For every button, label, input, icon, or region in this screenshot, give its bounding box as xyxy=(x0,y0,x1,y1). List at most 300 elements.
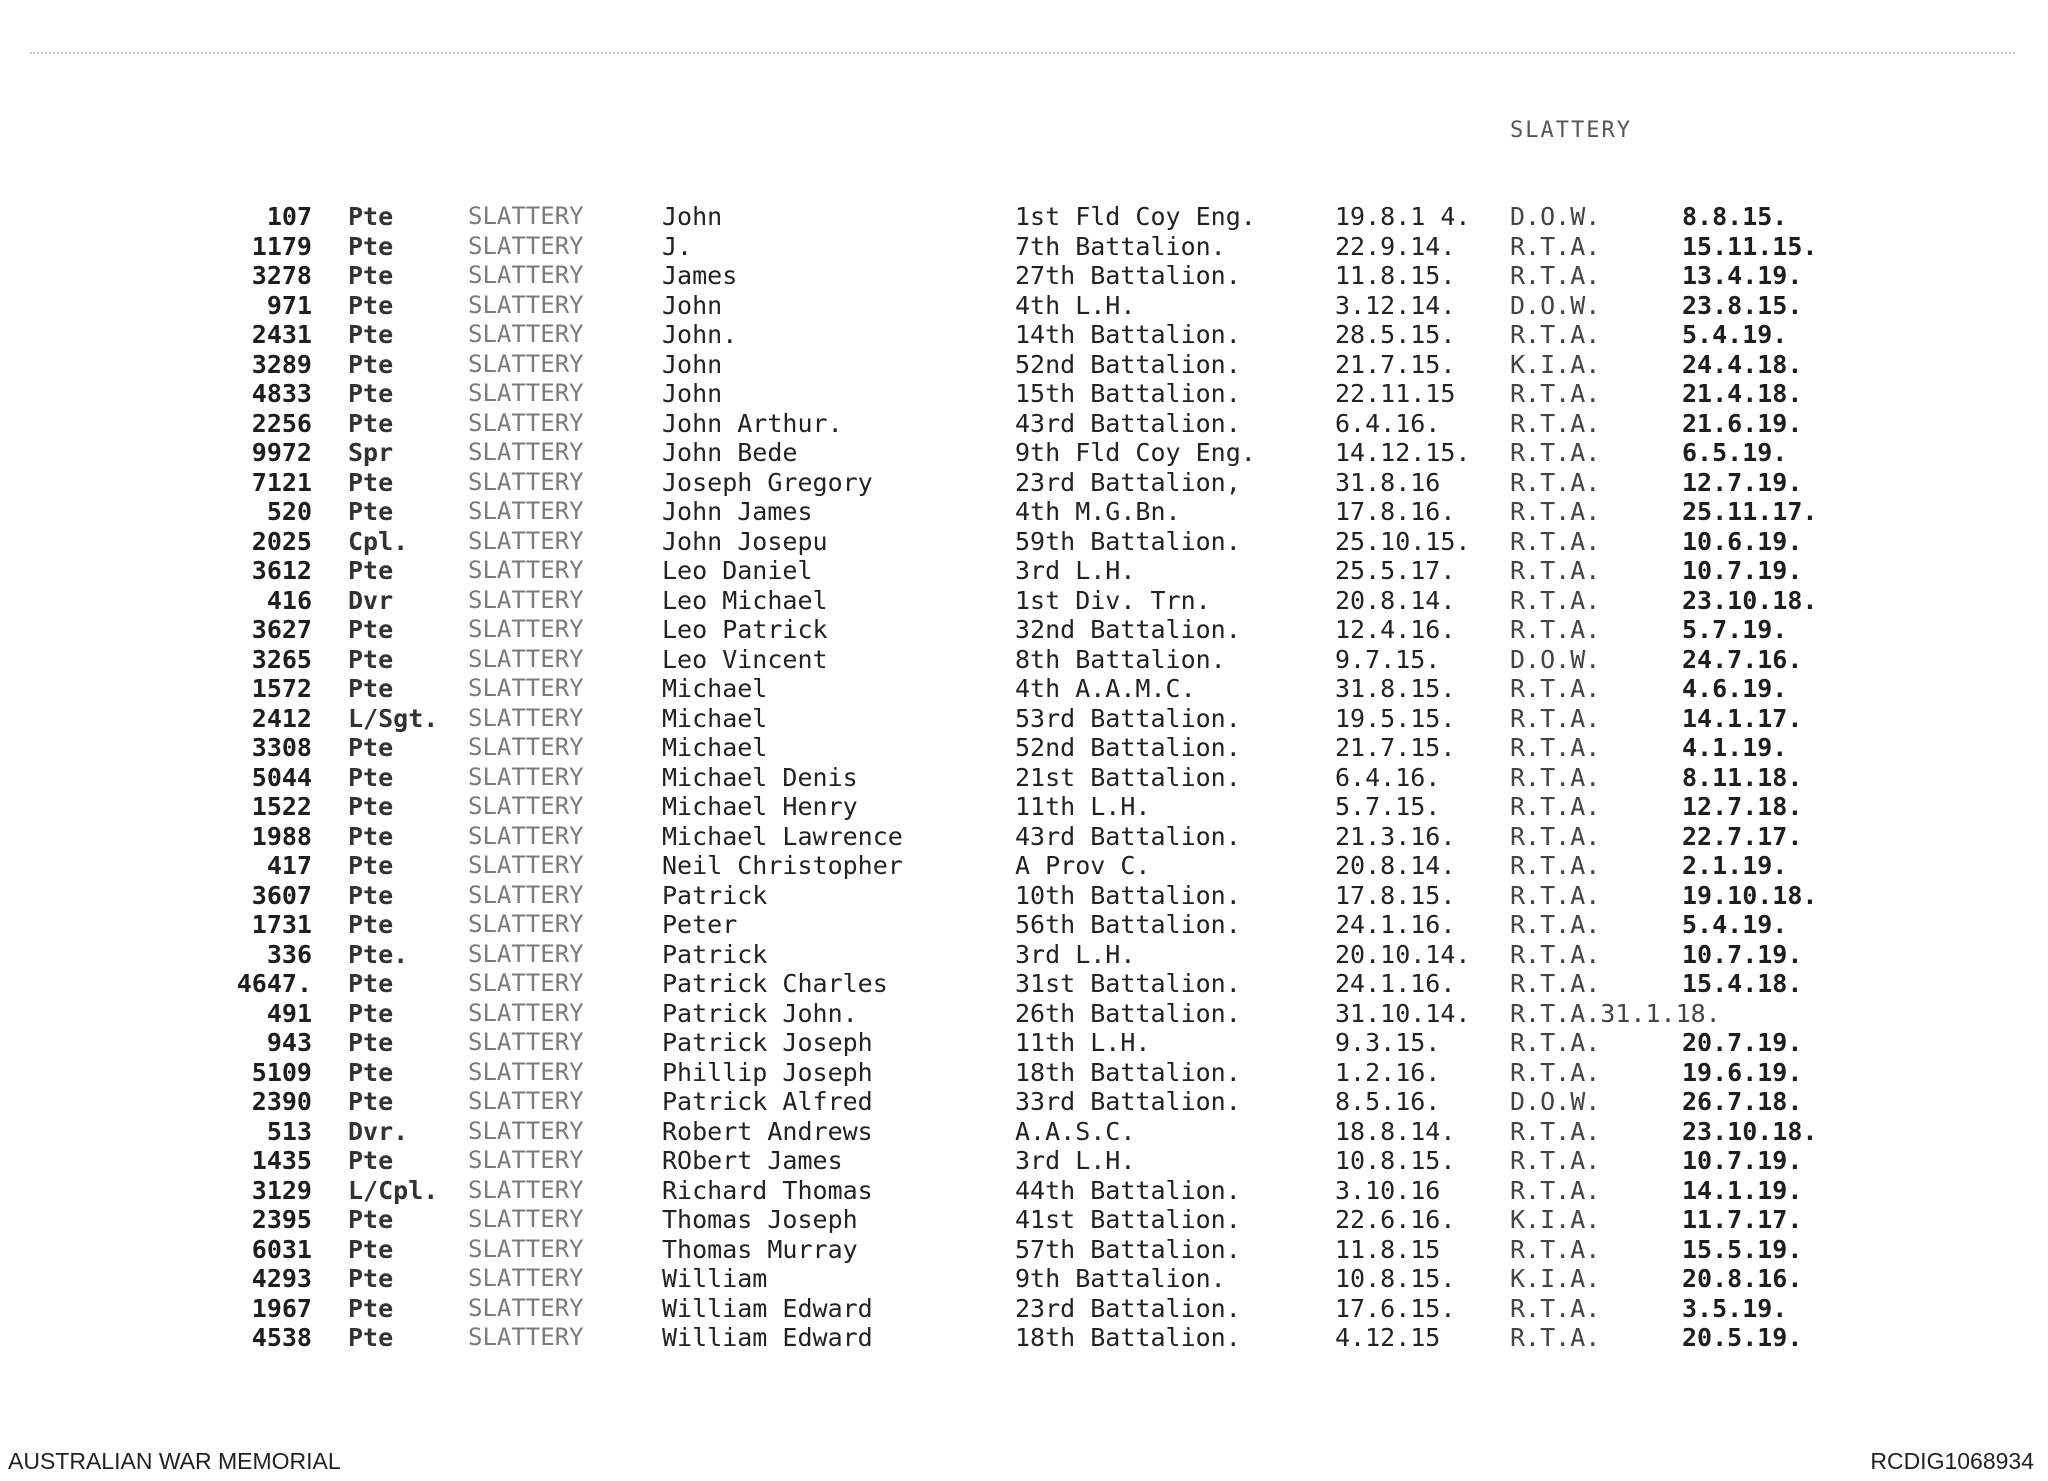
surname: SLATTERY xyxy=(468,1323,584,1351)
enlistment-date: 9.3.15. xyxy=(1335,1028,1441,1057)
given-names: James xyxy=(662,261,738,290)
roll-row xyxy=(200,556,1850,586)
fate-date: 10.7.19. xyxy=(1682,556,1803,585)
given-names: William xyxy=(662,1264,768,1293)
given-names: Patrick xyxy=(662,880,768,910)
enlistment-date: 18.8.14. xyxy=(1335,1116,1456,1146)
roll-row xyxy=(200,1294,1850,1324)
surname: SLATTERY xyxy=(468,497,584,525)
surname: SLATTERY xyxy=(468,320,584,348)
given-names: John xyxy=(662,349,723,379)
given-names: William Edward xyxy=(662,1323,873,1352)
roll-row xyxy=(200,527,1850,557)
enlistment-date: 19.8.1 4. xyxy=(1335,202,1471,231)
unit: 3rd L.H. xyxy=(1015,1146,1136,1175)
given-names: Patrick Joseph xyxy=(662,1028,873,1057)
enlistment-date: 31.10.14. xyxy=(1335,998,1471,1028)
fate: R.T.A. xyxy=(1510,1234,1601,1264)
roll-row xyxy=(200,350,1850,380)
fate: R.T.A. xyxy=(1510,615,1601,644)
surname: SLATTERY xyxy=(468,1175,584,1204)
enlistment-date: 10.8.15. xyxy=(1335,1146,1456,1175)
surname: SLATTERY xyxy=(468,1116,584,1145)
fate-date: 4.1.19. xyxy=(1682,733,1788,762)
unit: A.A.S.C. xyxy=(1015,1116,1136,1146)
fate: R.T.A. xyxy=(1510,1146,1601,1175)
roll-row xyxy=(200,586,1850,616)
fate: R.T.A. xyxy=(1510,703,1601,733)
roll-row xyxy=(200,704,1850,734)
roll-row xyxy=(200,910,1850,940)
service-number: 1522 xyxy=(251,792,312,821)
roll-row xyxy=(200,1235,1850,1265)
given-names: John Arthur. xyxy=(662,408,843,438)
fate: R.T.A. xyxy=(1510,585,1601,615)
fate: R.T.A. xyxy=(1510,1057,1601,1087)
enlistment-date: 11.8.15. xyxy=(1335,261,1456,290)
fate-date: 23.8.15. xyxy=(1682,290,1803,320)
service-number: 3308 xyxy=(251,733,312,762)
fate: R.T.A. xyxy=(1510,733,1601,762)
fate: D.O.W. xyxy=(1510,290,1601,320)
surname: SLATTERY xyxy=(468,1087,584,1115)
fate: R.T.A. xyxy=(1510,880,1601,910)
rank: Dvr. xyxy=(348,1116,409,1146)
service-number: 3278 xyxy=(251,261,312,290)
fate: R.T.A. xyxy=(1510,320,1601,349)
rank: Pte xyxy=(348,379,394,408)
service-number: 3627 xyxy=(251,615,312,644)
rank: Pte xyxy=(348,851,394,880)
enlistment-date: 14.12.15. xyxy=(1335,438,1471,467)
fate-date: 24.7.16. xyxy=(1682,644,1803,674)
fate: R.T.A. xyxy=(1510,497,1601,526)
rank: Pte xyxy=(348,1293,394,1323)
unit: 23rd Battalion. xyxy=(1015,1293,1241,1323)
surname: SLATTERY xyxy=(468,290,584,319)
service-number: 2256 xyxy=(251,408,312,438)
service-number: 971 xyxy=(266,290,312,320)
surname: SLATTERY xyxy=(468,733,584,761)
rank: Pte xyxy=(348,467,394,497)
given-names: Richard Thomas xyxy=(662,1175,873,1205)
fate-date: 11.7.17. xyxy=(1682,1205,1803,1234)
fate-date: 14.1.19. xyxy=(1682,1175,1803,1205)
unit: 4th M.G.Bn. xyxy=(1015,497,1181,526)
unit: 1st Fld Coy Eng. xyxy=(1015,202,1256,231)
service-number: 491 xyxy=(266,998,312,1028)
surname: SLATTERY xyxy=(468,1028,584,1056)
unit: 4th A.A.M.C. xyxy=(1015,674,1196,703)
roll-row xyxy=(200,881,1850,911)
fate-date: 5.4.19. xyxy=(1682,320,1788,349)
enlistment-date: 8.5.16. xyxy=(1335,1087,1441,1116)
given-names: Leo Michael xyxy=(662,585,828,615)
given-names: J. xyxy=(662,231,693,261)
enlistment-date: 22.11.15 xyxy=(1335,379,1456,408)
rank: Spr xyxy=(348,438,394,467)
unit: 9th Fld Coy Eng. xyxy=(1015,438,1256,467)
fate-date: 10.7.19. xyxy=(1682,1146,1803,1175)
roll-row xyxy=(200,940,1850,970)
service-number: 1179 xyxy=(251,231,312,261)
fate: K.I.A. xyxy=(1510,1264,1601,1293)
unit: 43rd Battalion. xyxy=(1015,408,1241,438)
rank: Pte xyxy=(348,969,394,998)
service-number: 5044 xyxy=(251,762,312,792)
service-number: 1731 xyxy=(251,910,312,939)
given-names: Michael xyxy=(662,733,768,762)
unit: 52nd Battalion. xyxy=(1015,349,1241,379)
unit: A Prov C. xyxy=(1015,851,1151,880)
rank: Pte xyxy=(348,1028,394,1057)
unit: 59th Battalion. xyxy=(1015,526,1241,556)
enlistment-date: 11.8.15 xyxy=(1335,1234,1441,1264)
enlistment-date: 19.5.15. xyxy=(1335,703,1456,733)
roll-row xyxy=(200,379,1850,409)
enlistment-date: 22.9.14. xyxy=(1335,231,1456,261)
service-number: 2390 xyxy=(251,1087,312,1116)
roll-row xyxy=(200,1323,1850,1353)
unit: 21st Battalion. xyxy=(1015,762,1241,792)
fate-date: 21.6.19. xyxy=(1682,408,1803,438)
service-number: 3607 xyxy=(251,880,312,910)
fate-date: 12.7.19. xyxy=(1682,467,1803,497)
unit: 32nd Battalion. xyxy=(1015,615,1241,644)
given-names: Michael Lawrence xyxy=(662,821,903,851)
fate-date: 13.4.19. xyxy=(1682,261,1803,290)
given-names: Leo Daniel xyxy=(662,556,813,585)
surname: SLATTERY xyxy=(468,349,584,378)
unit: 43rd Battalion. xyxy=(1015,821,1241,851)
surname: SLATTERY xyxy=(468,379,584,407)
fate-date: 20.7.19. xyxy=(1682,1028,1803,1057)
rank: Dvr xyxy=(348,585,394,615)
enlistment-date: 12.4.16. xyxy=(1335,615,1456,644)
rank: Pte xyxy=(348,733,394,762)
service-number: 1967 xyxy=(251,1293,312,1323)
roll-row xyxy=(200,792,1850,822)
roll-row xyxy=(200,645,1850,675)
service-number: 1988 xyxy=(251,821,312,851)
rank: Pte xyxy=(348,1234,394,1264)
surname: SLATTERY xyxy=(468,851,584,879)
fate-date: 22.7.17. xyxy=(1682,821,1803,851)
fate-date: 15.11.15. xyxy=(1682,231,1818,261)
service-number: 7121 xyxy=(251,467,312,497)
service-number: 9972 xyxy=(251,438,312,467)
given-names: Leo Vincent xyxy=(662,644,828,674)
surname: SLATTERY xyxy=(468,674,584,702)
service-number: 2395 xyxy=(251,1205,312,1234)
nominal-roll-table xyxy=(200,202,1850,1353)
given-names: Patrick John. xyxy=(662,998,858,1028)
given-names: Thomas Joseph xyxy=(662,1205,858,1234)
given-names: Michael Henry xyxy=(662,792,858,821)
surname: SLATTERY xyxy=(468,408,584,437)
roll-row xyxy=(200,999,1850,1029)
unit: 15th Battalion. xyxy=(1015,379,1241,408)
enlistment-date: 28.5.15. xyxy=(1335,320,1456,349)
roll-row xyxy=(200,497,1850,527)
fate-date: 5.7.19. xyxy=(1682,615,1788,644)
unit: 7th Battalion. xyxy=(1015,231,1226,261)
fate-date: 10.7.19. xyxy=(1682,939,1803,969)
given-names: Neil Christopher xyxy=(662,851,903,880)
unit: 3rd L.H. xyxy=(1015,939,1136,969)
fate-date: 25.11.17. xyxy=(1682,497,1818,526)
fate: R.T.A. xyxy=(1510,1028,1601,1057)
unit: 10th Battalion. xyxy=(1015,880,1241,910)
roll-row xyxy=(200,674,1850,704)
unit: 23rd Battalion, xyxy=(1015,467,1241,497)
rank: Pte xyxy=(348,998,394,1028)
enlistment-date: 21.7.15. xyxy=(1335,733,1456,762)
surname: SLATTERY xyxy=(468,703,584,732)
unit: 41st Battalion. xyxy=(1015,1205,1241,1234)
fate: R.T.A. xyxy=(1510,969,1601,998)
fate-date: 21.4.18. xyxy=(1682,379,1803,408)
surname: SLATTERY xyxy=(468,585,584,614)
roll-row xyxy=(200,1146,1850,1176)
surname: SLATTERY xyxy=(468,998,584,1027)
roll-row xyxy=(200,1058,1850,1088)
fate: R.T.A. xyxy=(1510,556,1601,585)
fate-date: 6.5.19. xyxy=(1682,438,1788,467)
enlistment-date: 10.8.15. xyxy=(1335,1264,1456,1293)
service-number: 2025 xyxy=(251,526,312,556)
enlistment-date: 22.6.16. xyxy=(1335,1205,1456,1234)
surname: SLATTERY xyxy=(468,231,584,260)
surname: SLATTERY xyxy=(468,910,584,938)
rank: L/Sgt. xyxy=(348,703,439,733)
fate: K.I.A. xyxy=(1510,349,1601,379)
fate-date: 4.6.19. xyxy=(1682,674,1788,703)
fate: R.T.A. xyxy=(1510,792,1601,821)
fate-date: 10.6.19. xyxy=(1682,526,1803,556)
roll-row xyxy=(200,851,1850,881)
given-names: Michael xyxy=(662,703,768,733)
enlistment-date: 25.5.17. xyxy=(1335,556,1456,585)
roll-row xyxy=(200,1117,1850,1147)
rank: Pte xyxy=(348,762,394,792)
unit: 9th Battalion. xyxy=(1015,1264,1226,1293)
roll-row xyxy=(200,1028,1850,1058)
service-number: 416 xyxy=(266,585,312,615)
rank: Pte xyxy=(348,261,394,290)
fate: R.T.A.31.1.18. xyxy=(1510,998,1721,1028)
rank: Pte xyxy=(348,615,394,644)
enlistment-date: 31.8.15. xyxy=(1335,674,1456,703)
given-names: Michael Denis xyxy=(662,762,858,792)
enlistment-date: 20.10.14. xyxy=(1335,939,1471,969)
fate: D.O.W. xyxy=(1510,1087,1601,1116)
enlistment-date: 25.10.15. xyxy=(1335,526,1471,556)
enlistment-date: 21.3.16. xyxy=(1335,821,1456,851)
given-names: John James xyxy=(662,497,813,526)
service-number: 4833 xyxy=(251,379,312,408)
enlistment-date: 6.4.16. xyxy=(1335,408,1441,438)
surname: SLATTERY xyxy=(468,1293,584,1322)
surname: SLATTERY xyxy=(468,261,584,289)
given-names: William Edward xyxy=(662,1293,873,1323)
surname: SLATTERY xyxy=(468,939,584,968)
fate: R.T.A. xyxy=(1510,231,1601,261)
enlistment-date: 24.1.16. xyxy=(1335,910,1456,939)
footer-institution: AUSTRALIAN WAR MEMORIAL xyxy=(8,1448,341,1474)
unit: 11th L.H. xyxy=(1015,792,1151,821)
fate-date: 12.7.18. xyxy=(1682,792,1803,821)
rank: Pte xyxy=(348,1205,394,1234)
rank: Pte xyxy=(348,320,394,349)
fate-date: 20.5.19. xyxy=(1682,1323,1803,1352)
fate: R.T.A. xyxy=(1510,467,1601,497)
enlistment-date: 6.4.16. xyxy=(1335,762,1441,792)
roll-row xyxy=(200,733,1850,763)
footer-document-id: RCDIG1068934 xyxy=(1870,1448,2034,1474)
roll-row xyxy=(200,1264,1850,1294)
surname: SLATTERY xyxy=(468,467,584,496)
unit: 33rd Battalion. xyxy=(1015,1087,1241,1116)
given-names: John xyxy=(662,202,723,231)
fate-date: 3.5.19. xyxy=(1682,1293,1788,1323)
enlistment-date: 9.7.15. xyxy=(1335,644,1441,674)
unit: 27th Battalion. xyxy=(1015,261,1241,290)
fate: D.O.W. xyxy=(1510,644,1601,674)
rank: Pte xyxy=(348,408,394,438)
enlistment-date: 24.1.16. xyxy=(1335,969,1456,998)
rank: Pte xyxy=(348,1323,394,1352)
service-number: 6031 xyxy=(251,1234,312,1264)
enlistment-date: 3.12.14. xyxy=(1335,290,1456,320)
surname: SLATTERY xyxy=(468,202,584,230)
service-number: 336 xyxy=(266,939,312,969)
fate: R.T.A. xyxy=(1510,1175,1601,1205)
unit: 1st Div. Trn. xyxy=(1015,585,1211,615)
fate: R.T.A. xyxy=(1510,821,1601,851)
rank: Pte xyxy=(348,1057,394,1087)
unit: 44th Battalion. xyxy=(1015,1175,1241,1205)
surname: SLATTERY xyxy=(468,1264,584,1292)
enlistment-date: 20.8.14. xyxy=(1335,585,1456,615)
surname: SLATTERY xyxy=(468,1205,584,1233)
fate: R.T.A. xyxy=(1510,438,1601,467)
fate: R.T.A. xyxy=(1510,261,1601,290)
given-names: Robert Andrews xyxy=(662,1116,873,1146)
fate: R.T.A. xyxy=(1510,1323,1601,1352)
fate: R.T.A. xyxy=(1510,408,1601,438)
rank: Pte xyxy=(348,1146,394,1175)
rank: Cpl. xyxy=(348,526,409,556)
fate-date: 8.8.15. xyxy=(1682,202,1788,231)
enlistment-date: 31.8.16 xyxy=(1335,467,1441,497)
page-header-surname: SLATTERY xyxy=(1510,118,1632,143)
given-names: Joseph Gregory xyxy=(662,467,873,497)
fate-date: 15.5.19. xyxy=(1682,1234,1803,1264)
unit: 56th Battalion. xyxy=(1015,910,1241,939)
given-names: Patrick Alfred xyxy=(662,1087,873,1116)
fate: R.T.A. xyxy=(1510,674,1601,703)
fate: K.I.A. xyxy=(1510,1205,1601,1234)
rank: Pte xyxy=(348,674,394,703)
unit: 57th Battalion. xyxy=(1015,1234,1241,1264)
rank: Pte xyxy=(348,880,394,910)
roll-row xyxy=(200,409,1850,439)
service-number: 107 xyxy=(266,202,312,231)
fate: R.T.A. xyxy=(1510,762,1601,792)
enlistment-date: 4.12.15 xyxy=(1335,1323,1441,1352)
fate: D.O.W. xyxy=(1510,202,1601,231)
fate-date: 8.11.18. xyxy=(1682,762,1803,792)
surname: SLATTERY xyxy=(468,1057,584,1086)
service-number: 1572 xyxy=(251,674,312,703)
rank: Pte xyxy=(348,231,394,261)
rank: Pte xyxy=(348,202,394,231)
roll-row xyxy=(200,232,1850,262)
surname: SLATTERY xyxy=(468,556,584,584)
rank: Pte xyxy=(348,644,394,674)
given-names: Thomas Murray xyxy=(662,1234,858,1264)
service-number: 1435 xyxy=(251,1146,312,1175)
surname: SLATTERY xyxy=(468,644,584,673)
enlistment-date: 21.7.15. xyxy=(1335,349,1456,379)
given-names: Peter xyxy=(662,910,738,939)
service-number: 3129 xyxy=(251,1175,312,1205)
surname: SLATTERY xyxy=(468,1146,584,1174)
rank: Pte xyxy=(348,821,394,851)
service-number: 4538 xyxy=(251,1323,312,1352)
top-rule xyxy=(30,52,2015,54)
service-number: 3265 xyxy=(251,644,312,674)
fate-date: 5.4.19. xyxy=(1682,910,1788,939)
fate-date: 2.1.19. xyxy=(1682,851,1788,880)
fate-date: 23.10.18. xyxy=(1682,1116,1818,1146)
enlistment-date: 3.10.16 xyxy=(1335,1175,1441,1205)
rank: Pte xyxy=(348,792,394,821)
roll-row xyxy=(200,1205,1850,1235)
fate-date: 20.8.16. xyxy=(1682,1264,1803,1293)
fate-date: 19.10.18. xyxy=(1682,880,1818,910)
surname: SLATTERY xyxy=(468,792,584,820)
roll-row xyxy=(200,291,1850,321)
unit: 14th Battalion. xyxy=(1015,320,1241,349)
surname: SLATTERY xyxy=(468,615,584,643)
service-number: 2431 xyxy=(251,320,312,349)
rank: Pte xyxy=(348,1264,394,1293)
given-names: John Josepu xyxy=(662,526,828,556)
rank: Pte xyxy=(348,556,394,585)
enlistment-date: 17.6.15. xyxy=(1335,1293,1456,1323)
unit: 3rd L.H. xyxy=(1015,556,1136,585)
service-number: 3612 xyxy=(251,556,312,585)
unit: 26th Battalion. xyxy=(1015,998,1241,1028)
fate-date: 15.4.18. xyxy=(1682,969,1803,998)
surname: SLATTERY xyxy=(468,526,584,555)
enlistment-date: 5.7.15. xyxy=(1335,792,1441,821)
roll-row xyxy=(200,615,1850,645)
given-names: John xyxy=(662,379,723,408)
fate: R.T.A. xyxy=(1510,939,1601,969)
service-number: 520 xyxy=(266,497,312,526)
roll-row xyxy=(200,969,1850,999)
fate: R.T.A. xyxy=(1510,910,1601,939)
given-names: Phillip Joseph xyxy=(662,1057,873,1087)
roll-row xyxy=(200,763,1850,793)
fate-date: 23.10.18. xyxy=(1682,585,1818,615)
unit: 31st Battalion. xyxy=(1015,969,1241,998)
fate-date: 26.7.18. xyxy=(1682,1087,1803,1116)
enlistment-date: 17.8.15. xyxy=(1335,880,1456,910)
